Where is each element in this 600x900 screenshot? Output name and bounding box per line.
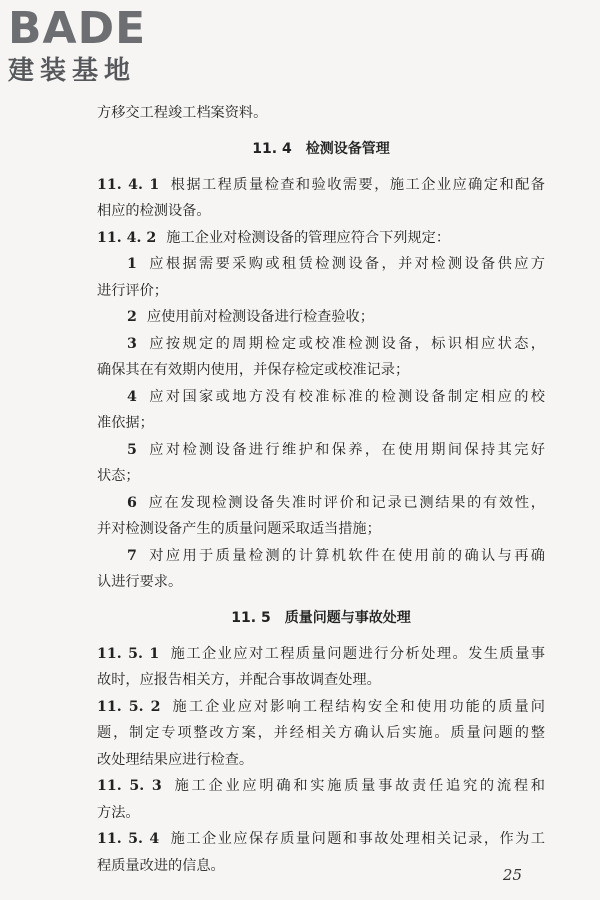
clause-11-4-2 bbox=[97, 225, 545, 252]
list-item bbox=[97, 251, 545, 278]
clause-text: 施工企业应对影响工程结构安全和使用功能的质量问 bbox=[170, 698, 545, 715]
section-title: 质量问题与事故处理 bbox=[284, 609, 411, 626]
clause-11-4-1 bbox=[97, 172, 545, 199]
list-item bbox=[97, 437, 545, 464]
item-text-continuation: 并对检测设备产生的质量问题采取适当措施； bbox=[97, 521, 381, 537]
list-item bbox=[97, 384, 545, 411]
clause-text-continuation: 程质量改进的信息。 bbox=[97, 857, 225, 874]
clause-11-5-3 bbox=[97, 773, 545, 800]
item-text: 应在发现检测设备失准时评价和记录已测结果的有效性， bbox=[146, 494, 545, 511]
document-page bbox=[97, 100, 545, 879]
clause-text: 施工企业应保存质量问题和事故处理相关记录，作为工 bbox=[169, 831, 545, 847]
clause-11-5-1 bbox=[97, 641, 545, 668]
item-text-continuation: 状态； bbox=[97, 468, 140, 484]
item-text-continuation: 准依据； bbox=[97, 415, 154, 431]
clause-text: 施工企业对检测设备的管理应符合下列规定： bbox=[166, 229, 451, 246]
section-heading-11-4 bbox=[97, 136, 545, 162]
clause-11-5-2 bbox=[97, 694, 545, 721]
item-number: 4 bbox=[127, 388, 137, 405]
clause-text: 根据工程质量检查和验收需要，施工企业应确定和配备 bbox=[169, 176, 545, 193]
item-number: 1 bbox=[127, 256, 137, 272]
intro-continuation: 方移交工程竣工档案资料。 bbox=[97, 105, 268, 121]
publisher-logo bbox=[8, 4, 183, 88]
section-number: 11. 5 bbox=[231, 609, 271, 626]
item-number: 7 bbox=[127, 547, 137, 564]
clause-text-continuation: 故时，应报告相关方，并配合事故调查处理。 bbox=[97, 672, 381, 688]
page-number: 25 bbox=[502, 866, 522, 884]
list-item bbox=[97, 543, 545, 570]
logo-subtitle: 建装基地 bbox=[8, 56, 137, 86]
section-title: 检测设备管理 bbox=[305, 140, 390, 157]
clause-text: 施工企业应对工程质量问题进行分析处理。发生质量事 bbox=[169, 645, 545, 662]
logo-wordmark: BADE bbox=[8, 3, 147, 54]
clause-text-continuation: 方法。 bbox=[97, 804, 140, 821]
item-text: 应对检测设备进行维护和保养，在使用期间保持其完好 bbox=[146, 441, 545, 458]
clause-number: 11. 5. 3 bbox=[97, 778, 162, 794]
clause-text-continuation: 题，制定专项整改方案，并经相关方确认后实施。质量问题的整 bbox=[97, 725, 545, 741]
item-number: 6 bbox=[127, 494, 137, 511]
clause-text: 施工企业应明确和实施质量事故责任追究的流程和 bbox=[171, 778, 545, 794]
section-heading-11-5 bbox=[97, 605, 545, 631]
list-item bbox=[97, 304, 545, 331]
item-text: 对应用于质量检测的计算机软件在使用前的确认与再确 bbox=[146, 547, 545, 564]
clause-text-continuation: 相应的检测设备。 bbox=[97, 203, 211, 219]
clause-11-5-4 bbox=[97, 826, 545, 853]
item-number: 2 bbox=[127, 309, 137, 325]
item-number: 3 bbox=[127, 335, 137, 352]
clause-number: 11. 4. 2 bbox=[97, 229, 157, 246]
clause-text-continuation: 改处理结果应进行检查。 bbox=[97, 751, 254, 768]
item-text-continuation: 确保其在有效期内使用，并保存检定或校准记录； bbox=[97, 362, 410, 378]
item-text: 应根据需要采购或租赁检测设备，并对检测设备供应方 bbox=[146, 256, 545, 272]
item-number: 5 bbox=[127, 441, 137, 458]
item-text: 应使用前对检测设备进行检查验收； bbox=[146, 309, 374, 325]
item-text-continuation: 认进行要求。 bbox=[97, 574, 183, 590]
clause-number: 11. 5. 1 bbox=[97, 645, 160, 662]
item-text: 应按规定的周期检定或校准检测设备，标识相应状态， bbox=[146, 335, 545, 352]
item-text-continuation: 进行评价； bbox=[97, 282, 168, 299]
list-item bbox=[97, 331, 545, 358]
clause-number: 11. 5. 4 bbox=[97, 831, 160, 847]
clause-number: 11. 5. 2 bbox=[97, 698, 161, 715]
list-item bbox=[97, 490, 545, 517]
clause-number: 11. 4. 1 bbox=[97, 176, 160, 193]
section-number: 11. 4 bbox=[252, 140, 292, 157]
item-text: 应对国家或地方没有校准标准的检测设备制定相应的校 bbox=[146, 388, 545, 405]
